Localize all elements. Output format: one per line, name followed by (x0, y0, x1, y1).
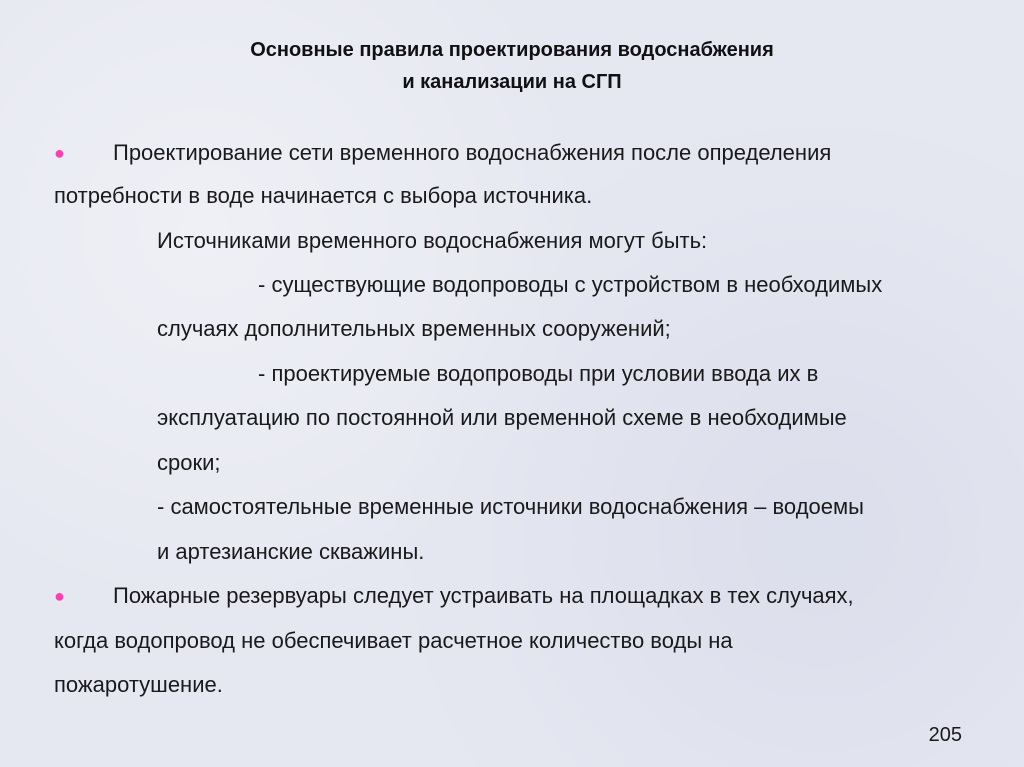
bullet-1-line-2: потребности в воде начинается с выбора источника. (54, 183, 593, 208)
item-2-line-1: - проектируемые водопроводы при условии ввода их в (258, 361, 819, 386)
title-line-1: Основные правила проектирования водоснабжения (250, 39, 774, 61)
title-line-2: и канализации на СГП (402, 71, 622, 93)
sources-intro: Источниками временного водоснабжения могут быть: (157, 228, 708, 253)
bullet-2-line-1: Пожарные резервуары следует устраивать на площадках в тех случаях, (113, 583, 854, 608)
bullet-dot-icon: ● (54, 586, 65, 606)
item-3-line-1: - самостоятельные временные источники водоснабжения – водоемы (157, 494, 864, 519)
item-1-line-1: - существующие водопроводы с устройством в необходимых (258, 272, 883, 297)
item-3-line-2: и артезианские скважины. (157, 539, 425, 564)
item-2-line-3: сроки; (157, 450, 221, 475)
bullet-dot-icon: ● (54, 143, 65, 163)
item-1-line-2: случаях дополнительных временных сооружений; (157, 316, 671, 341)
bullet-2-line-2: когда водопровод не обеспечивает расчетное количество воды на (54, 628, 733, 653)
bullet-1-line-1: Проектирование сети временного водоснабжения после определения (113, 140, 832, 165)
item-2-line-2: эксплуатацию по постоянной или временной схеме в необходимые (157, 405, 847, 430)
page-number: 205 (928, 724, 962, 746)
bullet-2-line-3: пожаротушение. (54, 672, 223, 697)
